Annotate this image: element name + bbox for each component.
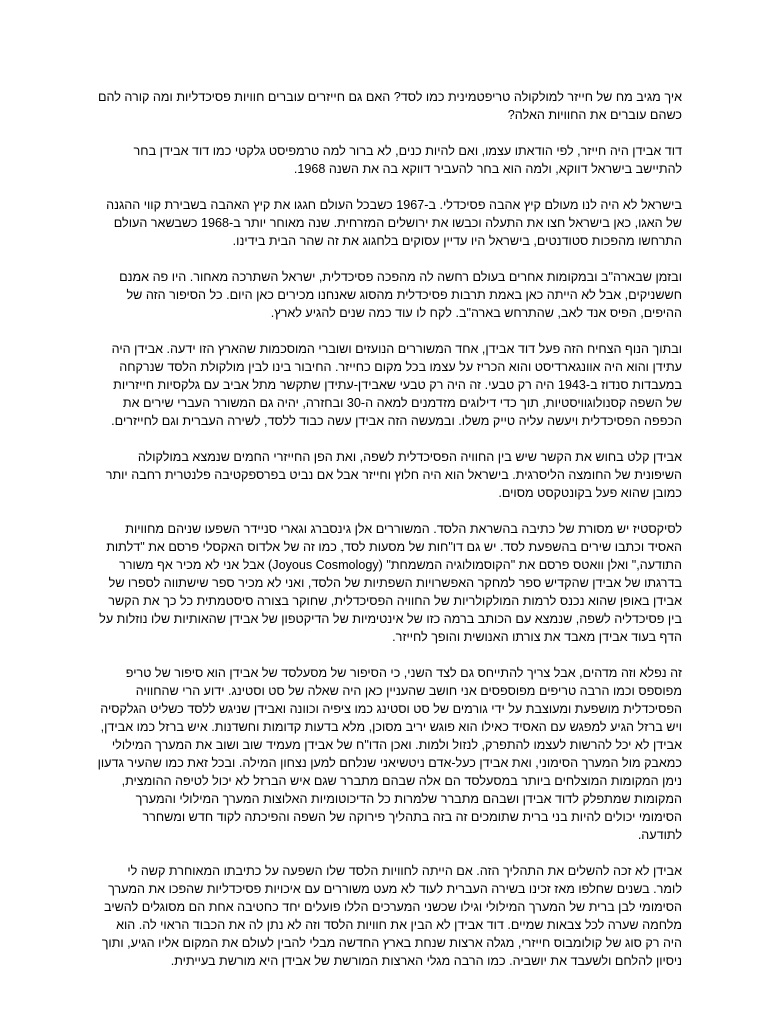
article-body	[96, 88, 682, 988]
paragraph: אבידן לא זכה להשלים את התהליך הזה. אם הייתה לחוויות הלסד שלו השפעה על כתיבתו המאוחרת קשה לי לומר. בשנים שחלפו מאז זכינו בשירה העברית לעוד לא מעט משוררים עם איכויות פסיכדליות שהפכו את המערך הסימומי לבן ברית של המערך המילולי וגילו שכשני המערכים הללו פועלים יחד כחטיבה אחת הם מסוגלים להשיב מלחמה שערה לכל צבאות שמיים. דוד אבידן לא הבין את חוויות הלסד וזה לא נתן לה את הכבוד הראוי לה. הוא היה רק סוג של קולומבוס חייזרי, מגלה ארצות שנחת בארץ החדשה מבלי להבין לעולם את המקום אליו הגיע, ותוך ניסיון להלחם ולשעבד את יושביה. כמו הרבה מגלי הארצות המורשת של אבידן היא מורשת בעייתית.	[101, 864, 682, 968]
paragraph: אבידן קלט בחוש את הקשר שיש בין החוויה הפסיכדלית לשפה, ואת הפן החייזרי החמים שנמצא במולקולה השיפונית של החומצה הליסרגית. בישראל הוא היה חלוץ וחייזר אבל אם נביט בפרספקטיבה פלנטרית רחבה יותר כמובן שהוא פעל בקונטקסט מסוים.	[105, 450, 682, 500]
paragraph: ובזמן שבארה"ב ובמקומות אחרים בעולם רחשה לה מהפכה פסיכדלית, ישראל השתרכה מאחור. היו פה אמנם חששניקים, אבל לא הייתה כאן באמת תרבות פסיכדלית מהסוג שאנחנו מכירים כאן היום. כל הסיפור הזה של ההיפים, הפיס אנד לאב, שהתרחש בארה"ב. לקח לו עוד כמה שנים להגיע לארץ.	[119, 270, 682, 320]
paragraph: בישראל לא היה לנו מעולם קיץ אהבה פסיכדלי. ב-1967 כשבכל העולם חגגו את קיץ האהבה בשבירת קווי ההגנה של האגו, כאן בישראל חצו את התעלה וכבשו את ירושלים המזרחית. שנה מאוחר יותר ב-1968 כשבשאר העולם התרחשו מהפכות סטודנטים, בישראל היו עדיין עסוקים בלחגוג את זה שהר הבית בידינו.	[106, 198, 682, 248]
paragraph: זה נפלא וזה מדהים, אבל צריך להתייחס גם לצד השני, כי הסיפור של מסעלסד של אבידן הוא סיפור של טריפ מפוספס וכמו הרבה טריפים מפוספסים אני חושב שהעניין כאן היה שאלה של סט וסטינג. ידוע הרי שהחוויה הפסיכדלית מושפעת ומעוצבת על ידי גורמים של סט וסטינג כמו ציפיה וכוונה ואבידן שניגש ללסד כשליט הגלקסיה ויש ברזל הגיע למפגש עם האסיד כאילו הוא פוגש יריב מסוכן, מלא בדעות קדומות וחשדנות. איש ברזל כמו אבידן, אבידן לא יכל להרשות לעצמו להתפרק, לנזול ולמות. ואכן הדו"ח של אבידן מעמיד שוב ושוב את המערך המילולי כמאבק מול המערך הסימוני, ואת אבידן כעל-אדם ניטשיאני שנלחם למען נצחון המילה. ובכל זאת כמו שהעיר גדעון נימן המקומות המוצלחים ביותר במסעלסד הם אלה שבהם מתברר שגם איש הברזל לא יכול לטיפה ההומצית, המקומות שמתפלק לדוד אבידן ושבהם מתברר שלמרות כל הדיכוטומיות האלוצות המערך המילולי והמערך הסימומי יכולים להיות בני ברית שתומכים זה בזה בתהליך פירוקה של השפה והפיכתה לקוד חדש ומשחרר לתודעה.	[97, 666, 682, 842]
paragraph: איך מגיב מח של חייזר למולקולה טריפטמינית כמו לסד? האם גם חייזרים עוברים חוויות פסיכדליות ומה קורה להם כשהם עוברים את החוויות האלה?	[97, 90, 682, 122]
paragraph: ובתוך הנוף הצחיח הזה פעל דוד אבידן, אחד המשוררים הנועזים ושוברי המוסכמות שהארץ הזו ידעה. אבידן היה עתידן והוא היה אוונגארדיסט והוא הכריז על עצמו בכל מקום כחייזר. החיבור בינו לבין מולקולת הלסד שנרקחה במעבדות סנדוז ב-1943 היה רק טבעי. זה היה רק טבעי שאבידן-עתידן שתקשר מתל אביב עם גלקסיות חייזריות של השפה קסנולוגוויסטיות, תוך כדי דילוגים מזדמנים למאה ה-30 ובחזרה, יהיה גם המשורר העברי שירים את הכפפה הפסיכדלית ויעשה עליה טייק משלו. ובמעשה הזה אבידן עשה כבוד ללסד, לשירה העברית וגם לחייזרים.	[111, 342, 682, 428]
paragraph: דוד אבידן היה חייזר, לפי הודאתו עצמו, ואם להיות כנים, לא ברור למה טרמפיסט גלקטי כמו דוד אבידן בחר להתיישב בישראל דווקא, ולמה הוא בחר להעביר דווקא בה את השנה 1968.	[133, 144, 682, 176]
paragraph: לסיקסטיז יש מסורת של כתיבה בהשראת הלסד. המשוררים אלן גינסברג וגארי סניידר השפעו שניהם מחוויות האסיד וכתבו שירים בהשפעת לסד. יש גם דו"חות של מסעות לסד, כמו זה של אלדוס האקסלי פרסם את "דלתות התודעה," ואלן וואטס פרסם את "הקוסמולוגיה המשמחת" (Joyous Cosmology) אבל אני לא מכיר אף משורר בדרגתו של אבידן שהקדיש ספר למחקר האפשרויות השפתיות של הלסד, ואני לא מכיר ספר שישתווה לספרו של אבידן באופן שהוא נכנס לרמות המולקולריות של החוויה הפסיכדלית, שחוקר בצורה סיסטמתית כל כך את הקשר בין פסיכדליה לשפה, שנמצא עם הכותב ברמה כזו של אינטימיות של הדיקטפון של אבידן שהאותיות שלו נוזלות על הדף בעוד אבידן מאבד את צורתו האנושית והופך לחייזר.	[99, 522, 682, 644]
